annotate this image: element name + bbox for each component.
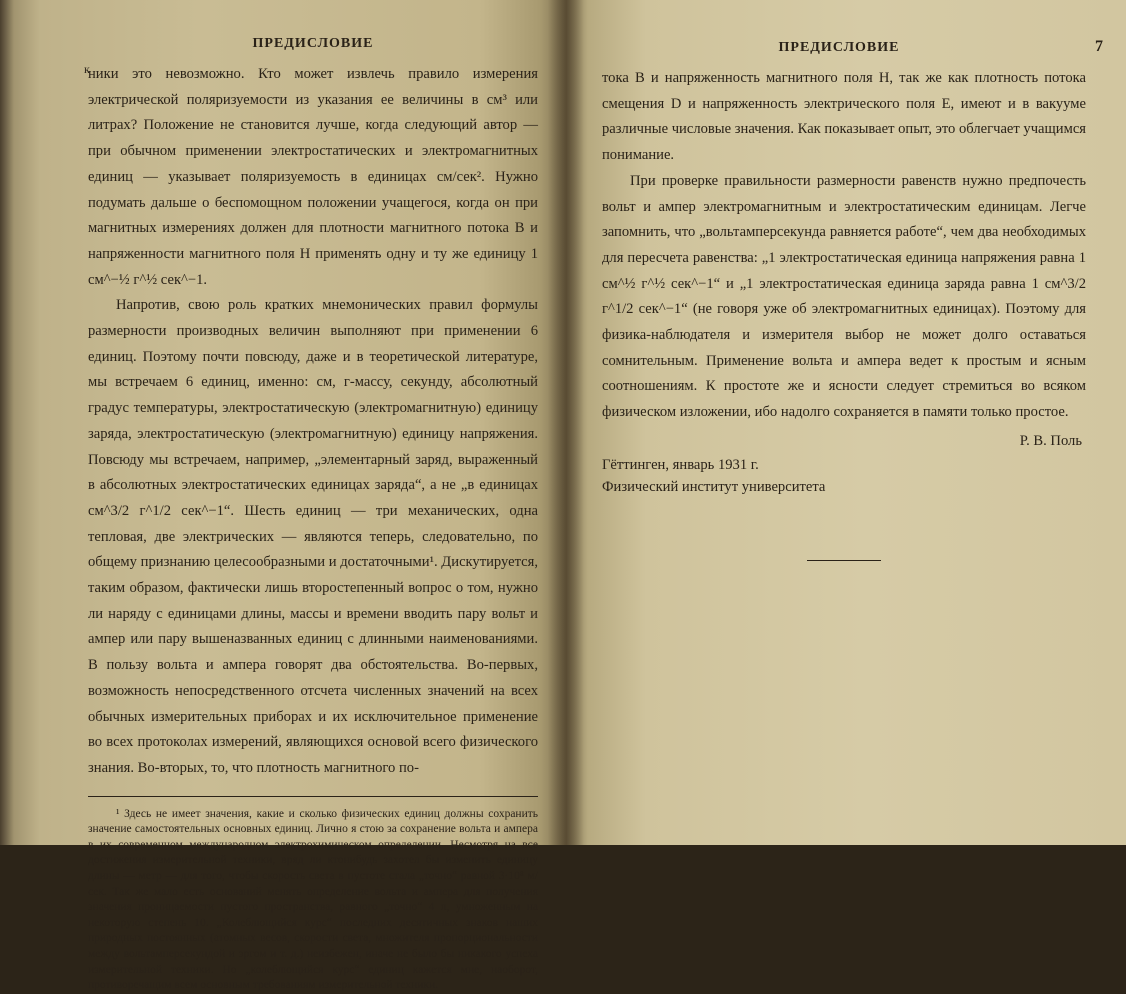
paragraph-right-2: При проверке правильности размерности равенств нужно предпочесть вольт и ампер электромагнитным и электростатическим единицам. Легче запомнить, что „вольтамперсекунда равняется работе“, чем два необходимых для пересчета равенства: „1 электростатическая единица напряжения равна 1 см^½ г^½ сек^−1“ и „1 электростатическая единица заряда равна 1 см^3/2 г^1/2 сек^−1“ (не говоря уже об электромагнитных единицах). Поэтому для физика-наблюдателя и измерителя выбор не может долго оставаться сомнительным. Применение вольта и ампера ведет к простым и ясным соотношениям. К простоте же и ясности следует стремиться во всяком физическом изложении, ибо надолго сохраняется в памяти только простое. bbox=[602, 172, 1086, 421]
footnote bbox=[88, 807, 538, 994]
place-date: Гёттинген, январь 1931 г. bbox=[602, 456, 759, 473]
paragraph-right-1: тока B и напряженность магнитного поля H, так же как плотность потока смещения D и напряженность электрического поля E, имеют и в вакууме различные числовые значения. Как показывает опыт, это облегчает учащимся понимание. bbox=[602, 70, 1087, 164]
running-head-right-text: ПРЕДИСЛОВИЕ bbox=[778, 40, 900, 55]
running-head-right bbox=[602, 38, 1104, 56]
right-page bbox=[566, 0, 1126, 845]
running-head-left: ПРЕДИСЛОВИЕ bbox=[252, 36, 374, 51]
footnote-rule bbox=[88, 796, 538, 797]
footnote-text: ¹ Здесь не имеет значения, какие и сколько физических единиц должны сохранить значение самостоятельных основных единиц. Лично я стою за сохранение вольта и ампера в их современном международном электрохимическом определении. Несмотря на все достижения измерительной техники, вряд ли ктонибудь захотел бы изменить единицу длины — метр — для того, чтобы скорость света в пустоте стала „точно“ равной 3·10⁸ м/сек. Так же мало есть оснований менять определение вольта и ампера для получения значения проницаемости пустого пространства, равного „точно“ 4 π, умноженным на некоторую степень 10. „Колеблющийся курс“ последних десятичных знаков наших природных постоянных (атомных весов, скорости света, множителя пропорциональности между вольтамперсекундой и эргом и т. д.) неизбежен, иначе не было бы никакого успеха измерительной техники. Но „колеблющийся курс“ единиц кажется мне, наоборот, противоречащим всем основным требованиям измерительной техники. bbox=[88, 807, 538, 992]
margin-mark: к bbox=[84, 62, 90, 76]
end-rule bbox=[807, 560, 881, 561]
paragraph-left-1: ники это невозможно. Кто может извлечь правило измерения электрической поляризуемости из указания ее величины в см³ или литрах? Положение не становится лучше, когда следующий автор — при обычном применении электростатических и электромагнитных единиц — указывает поляризуемость в единицах см/сек². Нужно подумать дальше о беспомощном положении учащегося, когда он при магнитных измерениях должен для плотности магнитного потока B и напряженности магнитного поля H применять одну и ту же единицу 1 см^−½ г^½ сек^−1. bbox=[88, 66, 538, 288]
page-number: 7 bbox=[1095, 38, 1104, 55]
author-signature: Р. В. Поль bbox=[1019, 432, 1082, 449]
institute: Физический институт университета bbox=[602, 478, 826, 495]
paragraph-left-2: Напротив, свою роль кратких мнемонических правил формулы размерности производных величин выполняют при применении 6 единиц. Поэтому почти повсюду, даже и в теоретической литературе, мы встречаем 6 единиц, именно: см, г-массу, секунду, абсолютный градус температуры, электростатическую (электромагнитную) единицу заряда, электростатическую (электромагнитную) единицу напряжения. Повсюду мы встречаем, например, „элементарный заряд, выраженный в абсолютных электростатических единицах заряда“, а не „в единицах см^3/2 г^1/2 сек^−1“. Шесть единиц — три механических, одна тепловая, две электрических — являются теперь, следовательно, по общему признанию целесообразными и достаточными¹. Дискутируется, таким образом, фактически лишь второстепенный вопрос о том, нужно ли наряду с единицами длины, массы и времени вводить пару вольт и ампер или пару вышеназванных единиц с длинными наименованиями. В пользу вольта и ампера говорят два обстоятельства. Во-первых, возможность непосредственного отсчета численных значений на всех обычных измерительных приборах и их исключительное применение во всех протоколах измерений, являющихся основой всего физического знания. Во-вторых, то, что плотность магнитного по- bbox=[88, 297, 538, 776]
